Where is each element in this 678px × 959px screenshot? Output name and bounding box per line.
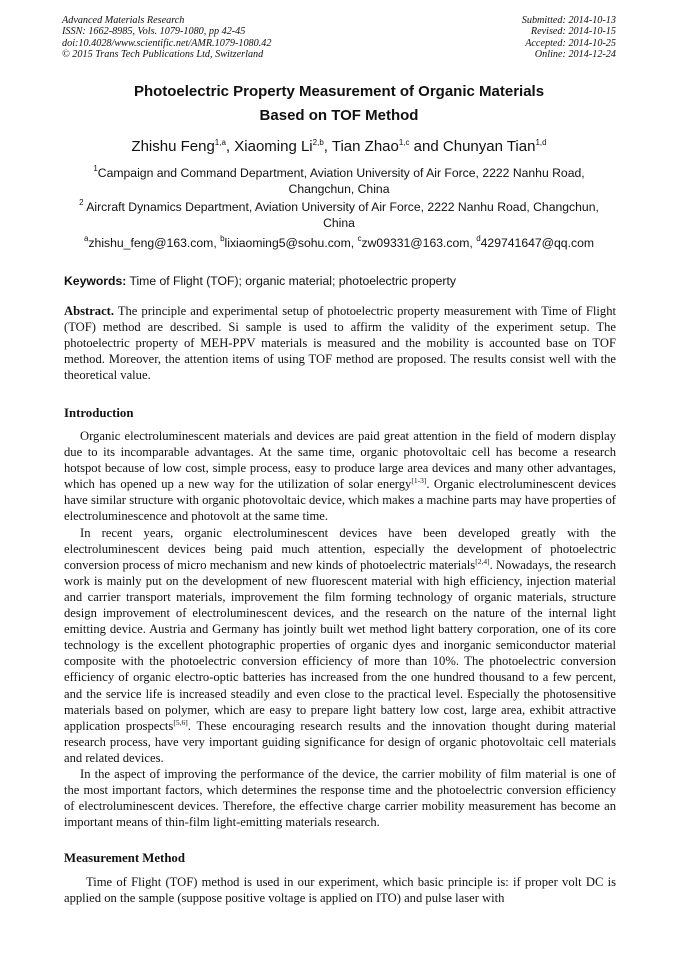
affiliation-text: Campaign and Command Department, Aviation University of Air Force, 2222 Nanhu Road, Changchun, China <box>97 166 585 196</box>
author-name: Tian Zhao <box>331 138 399 155</box>
author-separator: and <box>409 138 443 155</box>
paper-title <box>0 80 678 128</box>
citation[interactable]: [1-3] <box>411 476 427 486</box>
affiliation-2 <box>64 199 614 231</box>
journal-copyright: © 2015 Trans Tech Publications Ltd, Switzerland <box>62 49 264 61</box>
author-separator: , <box>225 138 235 155</box>
author-list <box>0 138 678 155</box>
journal-doi: doi:10.4028/www.scientific.net/AMR.1079-1080.42 <box>62 37 272 49</box>
date-submitted: Submitted: 2014-10-13 <box>521 15 616 26</box>
author-sup: 1,c <box>398 138 410 147</box>
keywords <box>64 274 616 288</box>
email-link[interactable]: lixiaoming5@sohu.com <box>224 236 351 250</box>
paragraph-text: . Organic electroluminescent devices have similar structure with organic photovoltaic device, which makes a machine parts may have properties of electroluminescence and photovolt at the same time. <box>64 477 616 524</box>
paragraph-text: . Nowadays, the research work is mainly put on the development of new fluorescent material with high efficiency, injection material and carrier transport materials, improvement the film forming technology of organic materials, structure design improvement of electroluminescent devices, and the research on the nature of the internal light emitting device. Austria and Germany has jointly built wet method light battery corporation, one of its core technology is the excellent photographic properties of organic dyes and inorganic semiconductor material composite with the photoelectric conversion efficiency of more than 10%. The photoelectric conversion efficiency of organic electro-optic batteries has increased from the one hundred thousand to a few percent, and the service life is increased steadily and even close to the practical level. Especially the photosensitive materials based on polymer, which are easy to prepare light battery low cost, large area, exhibit attractive application prospects <box>64 557 616 733</box>
paragraph: In the aspect of improving the performance of the device, the carrier mobility of film material is one of the most important factors, which determines the response time and the photoelectric conversion efficiency of electroluminescent devices. Therefore, the effective charge carrier mobility measurement has become an important means of thin-film light-emitting materials research. <box>64 766 616 830</box>
email-separator: , <box>213 236 221 250</box>
abstract-text: The principle and experimental setup of photoelectric property measurement with Time of Flight (TOF) method are described. Si sample is used to affirm the validity of the experiment setup. The photoelectric property of MEH-PPV materials is measured and the mobility is accounted base on TOF method. Moreover, the attention items of using TOF method are proposed. The results consist well with the theoretical value. <box>64 304 616 383</box>
affiliation-1 <box>64 165 614 197</box>
keywords-text: Time of Flight (TOF); organic material; photoelectric property <box>126 274 456 288</box>
author-name: Xiaoming Li <box>234 138 313 155</box>
email-sup: d <box>476 234 481 243</box>
affiliation-text: Aircraft Dynamics Department, Aviation University of Air Force, 2222 Nanhu Road, Changchun, China <box>83 200 599 230</box>
email-link[interactable]: zhishu_feng@163.com <box>88 236 214 250</box>
affiliation-sup: 2 <box>79 198 84 207</box>
title-line-2: Based on TOF Method <box>259 107 419 124</box>
journal-issn: ISSN: 1662-8985, Vols. 1079-1080, pp 42-45 <box>62 26 246 38</box>
section-heading-measurement-method: Measurement Method <box>64 851 185 865</box>
paragraph-text: . These encouraging research results and the innovation thought during material research process, have very important guiding significance for design of organic photovoltaic cell materials and related devices. <box>64 718 616 765</box>
affiliation-sup: 1 <box>93 164 98 173</box>
journal-name: Advanced Materials Research <box>62 15 185 26</box>
email-sup: b <box>220 234 225 243</box>
journal-info <box>62 15 271 61</box>
email-sup: c <box>357 234 362 243</box>
email-list <box>0 236 678 250</box>
author-separator: , <box>323 138 332 155</box>
citation[interactable]: [5,6] <box>173 717 188 727</box>
email-separator: , <box>469 236 477 250</box>
date-accepted: Accepted: 2014-10-25 <box>525 37 616 49</box>
author-sup: 1,a <box>214 138 226 147</box>
title-line-1: Photoelectric Property Measurement of Organic Materials <box>133 83 545 100</box>
submission-dates <box>522 15 616 61</box>
author-sup: 1,d <box>535 138 547 147</box>
author-name: Chunyan Tian <box>442 138 536 155</box>
paragraph: Time of Flight (TOF) method is used in our experiment, which basic principle is: if proper volt DC is applied on the sample (suppose positive voltage is applied on ITO) and pulse laser with <box>64 875 616 906</box>
measurement-body <box>64 874 616 906</box>
section-heading-introduction: Introduction <box>64 406 134 420</box>
citation[interactable]: [2,4] <box>475 556 490 566</box>
paragraph-text: Organic electroluminescent materials and devices are paid great attention in the field of modern display due to its incomparable advantages. At the same time, organic photovoltaic cell has become a research hotspot because of low cost, simple process, easy to produce large area devices and many other advantages, which has opened up a new way for the utilization of solar energy <box>64 429 616 492</box>
date-online: Online: 2014-12-24 <box>534 49 616 61</box>
email-separator: , <box>350 236 358 250</box>
introduction-body <box>64 428 616 830</box>
paragraph-text: In recent years, organic electroluminescent devices have been developed greatly with the electroluminescent devices being paid much attention, especially the development of photoelectric conversion process of micro mechanism and new kinds of photoelectric materials <box>64 525 616 572</box>
email-sup: a <box>84 234 89 243</box>
abstract <box>64 303 616 383</box>
author-name: Zhishu Feng <box>131 138 215 155</box>
keywords-label: Keywords: <box>64 274 127 288</box>
email-link[interactable]: zw09331@163.com <box>361 236 470 250</box>
author-sup: 2,b <box>312 138 324 147</box>
paragraph <box>64 525 616 766</box>
abstract-label: Abstract. <box>64 304 115 318</box>
date-revised: Revised: 2014-10-15 <box>530 26 616 38</box>
email-link[interactable]: 429741647@qq.com <box>480 236 594 250</box>
paragraph <box>64 428 616 525</box>
